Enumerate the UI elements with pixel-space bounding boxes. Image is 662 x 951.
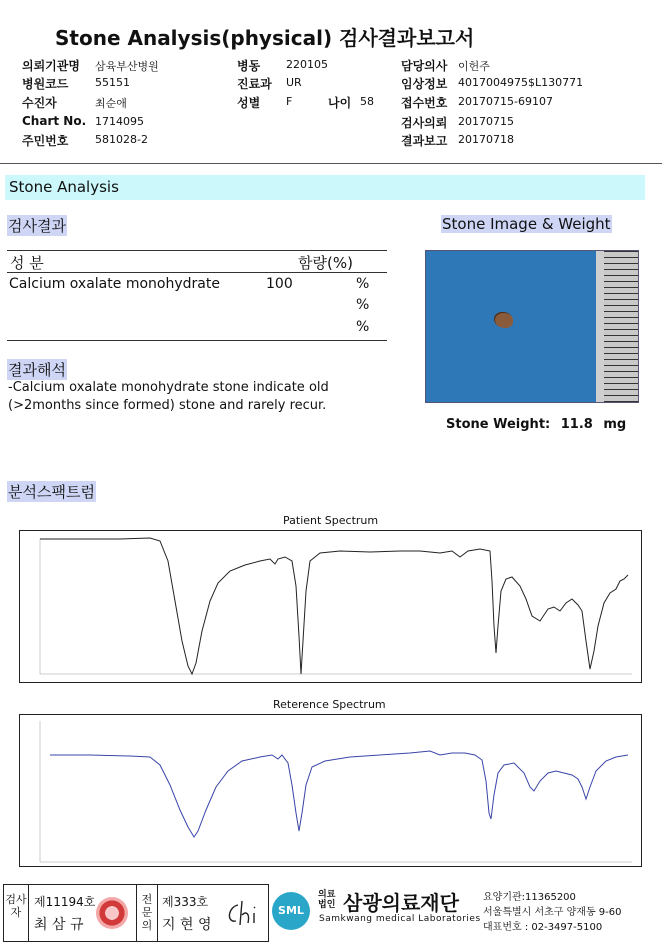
header-value: 55151 xyxy=(95,76,130,89)
lab-info xyxy=(270,884,660,944)
section-bar xyxy=(5,175,645,200)
section-title: Stone Analysis xyxy=(9,178,119,196)
header-value: 최순애 xyxy=(95,97,127,110)
age-label: 나이 xyxy=(328,96,352,110)
header-divider xyxy=(0,163,662,164)
col-component: 성 분 xyxy=(10,254,44,272)
header-label: 병원코드 xyxy=(22,77,69,91)
header-label: 의뢰기관명 xyxy=(22,59,80,73)
reference-spectrum-chart xyxy=(19,714,642,867)
doctor-side-label: 전문의 xyxy=(141,893,153,932)
reference-spectrum-plot xyxy=(20,715,641,866)
spectrum-heading: 분석스팩트럼 xyxy=(8,483,95,501)
header-label: 병동 xyxy=(237,59,261,73)
header-label: Chart No. xyxy=(22,114,87,128)
weight-value: 11.8 xyxy=(560,417,593,432)
table-top-line xyxy=(7,250,387,251)
interpretation-line: (>2months since formed) stone and rarely recur. xyxy=(8,398,327,413)
header-value: 220105 xyxy=(286,58,328,71)
header-label: 수진자 xyxy=(22,96,57,110)
tester-side-cell xyxy=(4,885,29,941)
header-value: 581028-2 xyxy=(95,133,148,146)
header-label: 진료과 xyxy=(237,77,272,91)
official-seal xyxy=(96,897,128,929)
lab-address: 서울특별시 서초구 양재동 9-60 xyxy=(483,907,622,918)
org-type xyxy=(318,890,335,910)
tester-side-label: 검사자 xyxy=(5,893,27,919)
header-label: 주민번호 xyxy=(22,134,69,148)
header-label: 임상정보 xyxy=(401,77,448,91)
org-type-line: 의료 xyxy=(318,890,336,900)
result-value: 100 xyxy=(266,276,293,292)
col-content: 함량(%) xyxy=(298,254,353,272)
interpretation-heading: 결과해석 xyxy=(8,361,66,379)
header-value: 삼육부산병원 xyxy=(95,60,159,73)
patient-spectrum-chart xyxy=(19,530,642,683)
table-bottom-line xyxy=(7,340,387,341)
weight-unit: mg xyxy=(603,417,627,432)
header-value: 20170715 xyxy=(458,115,514,128)
header-label: 성별 xyxy=(237,96,261,110)
patient-spectrum-plot xyxy=(20,531,641,682)
result-unit: % xyxy=(356,297,370,313)
doctor-signature xyxy=(224,897,264,929)
tester-number: 제11194호 xyxy=(34,895,96,909)
header-label: 결과보고 xyxy=(401,134,448,148)
header-value: 1714095 xyxy=(95,115,144,128)
institution-code: 요양기관:11365200 xyxy=(483,892,576,903)
doctor-side-cell xyxy=(136,885,158,941)
weight-label: Stone Weight: xyxy=(446,417,551,432)
stone-weight xyxy=(446,417,626,432)
header-value: F xyxy=(286,95,293,108)
report-title: Stone Analysis(physical) 검사결과보고서 xyxy=(55,26,475,50)
patient-spectrum-title: Patient Spectrum xyxy=(283,514,379,527)
reference-spectrum-title: Reterence Spectrum xyxy=(273,698,386,711)
stone-photo xyxy=(425,250,639,403)
result-unit: % xyxy=(356,319,370,335)
header-value: 4017004975$L130771 xyxy=(458,76,584,89)
header-label: 담당의사 xyxy=(401,59,448,73)
age-value: 58 xyxy=(360,95,374,108)
signature-box xyxy=(3,884,269,942)
doctor-number: 제333호 xyxy=(162,895,209,909)
header-label: 검사의뢰 xyxy=(401,116,448,130)
lab-phone: 대표번호 : 02-3497-5100 xyxy=(483,922,603,933)
result-unit: % xyxy=(356,276,370,292)
org-type-line: 법인 xyxy=(318,900,336,910)
results-heading: 검사결과 xyxy=(8,217,66,235)
header-value: 이헌주 xyxy=(458,60,490,73)
doctor-name: 지 현 영 xyxy=(162,917,212,933)
header-label: 접수번호 xyxy=(401,96,448,110)
ruler-scale xyxy=(596,251,638,402)
sml-logo-icon: SML xyxy=(272,892,310,930)
header-value: UR xyxy=(286,76,302,89)
header-value: 20170715-69107 xyxy=(458,95,553,108)
interpretation-line: -Calcium oxalate monohydrate stone indicate old xyxy=(8,380,329,395)
stone-fragment xyxy=(494,312,513,328)
org-name: 삼광의료재단 xyxy=(343,891,459,915)
result-component: Calcium oxalate monohydrate xyxy=(9,276,220,292)
header-value: 20170718 xyxy=(458,133,514,146)
image-heading: Stone Image & Weight xyxy=(442,215,611,233)
org-name-en: Samkwang medical Laboratories xyxy=(319,914,481,924)
tester-name: 최 삼 규 xyxy=(34,917,84,933)
table-header-line xyxy=(7,272,387,273)
